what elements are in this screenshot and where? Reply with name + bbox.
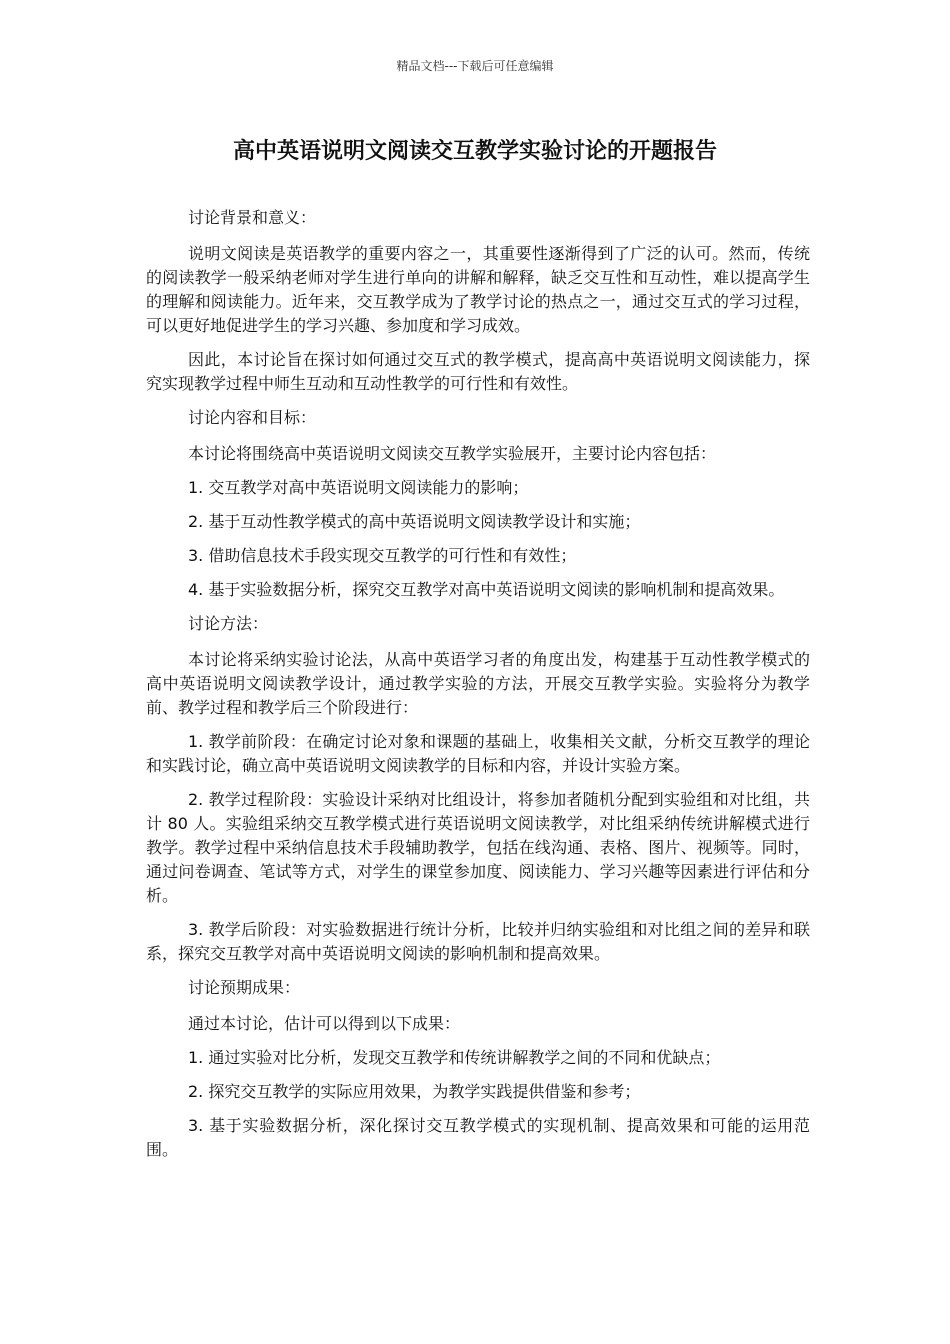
- list-item-method-1: 1. 教学前阶段：在确定讨论对象和课题的基础上，收集相关文献，分析交互教学的理论和实践讨论，确立高中英语说明文阅读教学的目标和内容，并设计实验方案。: [146, 732, 810, 775]
- document-body: [146, 206, 810, 1172]
- document-title: 高中英语说明文阅读交互教学实验讨论的开题报告: [232, 139, 717, 164]
- section-heading-background: 讨论背景和意义：: [188, 208, 317, 227]
- list-item-content-3: 3. 借助信息技术手段实现交互教学的可行性和有效性；: [188, 546, 577, 565]
- list-item-outcome-1: 1. 通过实验对比分析，发现交互教学和传统讲解教学之间的不同和优缺点；: [188, 1048, 721, 1067]
- list-item-content-4: 4. 基于实验数据分析，探究交互教学对高中英语说明文阅读的影响机制和提高效果。: [188, 580, 785, 599]
- paragraph-purpose: 因此，本讨论旨在探讨如何通过交互式的教学模式，提高高中英语说明文阅读能力，探究实现教学过程中师生互动和互动性教学的可行性和有效性。: [146, 350, 810, 393]
- list-item-content-2: 2. 基于互动性教学模式的高中英语说明文阅读教学设计和实施；: [188, 512, 641, 531]
- section-heading-method: 讨论方法：: [188, 614, 269, 633]
- list-item-method-2: 2. 教学过程阶段：实验设计采纳对比组设计，将参加者随机分配到实验组和对比组，共计 80 人。实验组采纳交互教学模式进行英语说明文阅读教学，对比组采纳传统讲解模式进行教学。教学过程中采纳信息技术手段辅助教学，包括在线沟通、表格、图片、视频等。同时，通过问卷调查、笔试等方式，对学生的课堂参加度、阅读能力、学习兴趣等因素进行评估和分析。: [146, 790, 810, 905]
- list-item-method-3: 3. 教学后阶段：对实验数据进行统计分析，比较并归纳实验组和对比组之间的差异和联系，探究交互教学对高中英语说明文阅读的影响机制和提高效果。: [146, 920, 810, 963]
- paragraph-outcomes-intro: 通过本讨论，估计可以得到以下成果：: [188, 1014, 461, 1033]
- list-item-content-1: 1. 交互教学对高中英语说明文阅读能力的影响；: [188, 478, 529, 497]
- paragraph-background: 说明文阅读是英语教学的重要内容之一，其重要性逐渐得到了广泛的认可。然而，传统的阅读教学一般采纳老师对学生进行单向的讲解和解释，缺乏交互性和互动性，难以提高学生的理解和阅读能力。近年来，交互教学成为了教学讨论的热点之一，通过交互式的学习过程，可以更好地促进学生的学习兴趣、参加度和学习成效。: [146, 244, 810, 335]
- list-item-outcome-3: 3. 基于实验数据分析，深化探讨交互教学模式的实现机制、提高效果和可能的运用范围。: [146, 1116, 810, 1159]
- paragraph-content-intro: 本讨论将围绕高中英语说明文阅读交互教学实验展开，主要讨论内容包括：: [188, 444, 717, 463]
- header-note: 精品文档---下载后可任意编辑: [396, 59, 554, 73]
- section-heading-content: 讨论内容和目标：: [188, 408, 317, 427]
- section-heading-outcomes: 讨论预期成果：: [188, 978, 301, 997]
- paragraph-method-intro: 本讨论将采纳实验讨论法，从高中英语学习者的角度出发，构建基于互动性教学模式的高中英语说明文阅读教学设计，通过教学实验的方法，开展交互教学实验。实验将分为教学前、教学过程和教学后三个阶段进行：: [146, 650, 810, 717]
- list-item-outcome-2: 2. 探究交互教学的实际应用效果，为教学实践提供借鉴和参考；: [188, 1082, 641, 1101]
